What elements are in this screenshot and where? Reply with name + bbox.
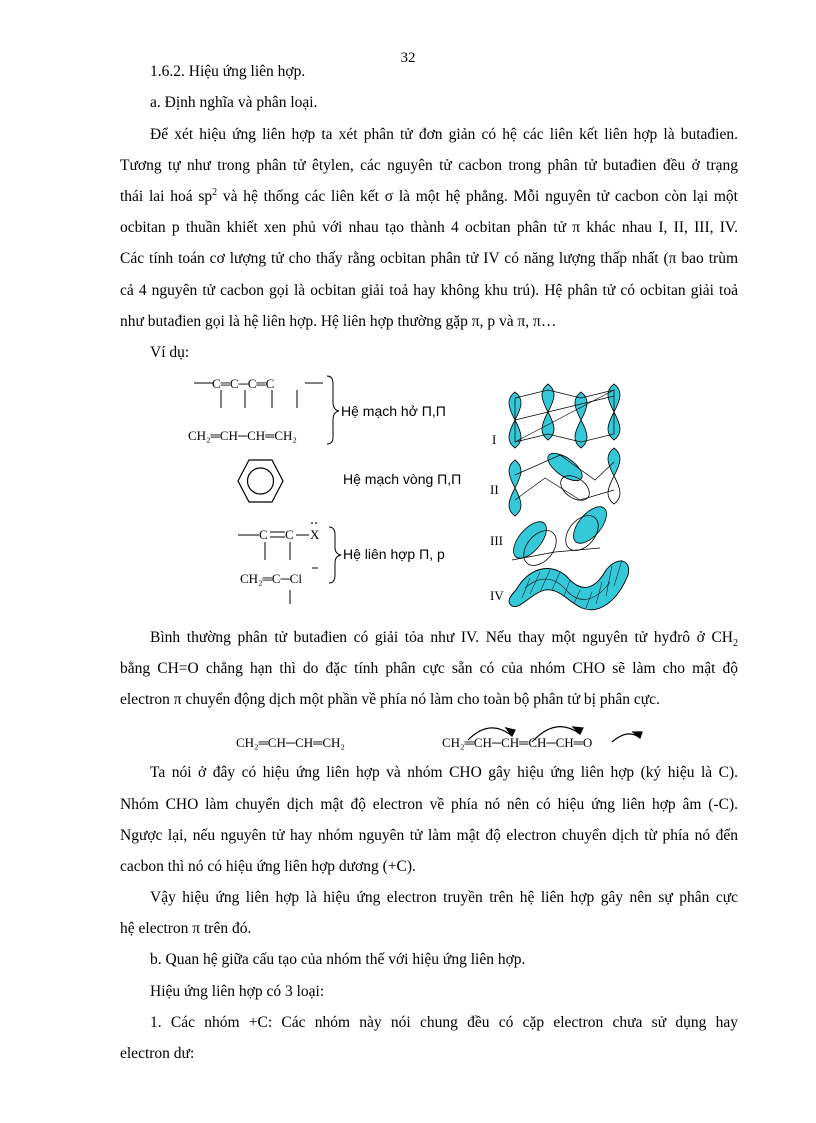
para4-line2: hệ electron π trên đó. [120, 920, 252, 937]
orbital-II-label: II [490, 482, 499, 497]
para3-line3: Ngược lại, nếu nguyên tử hay nhóm nguyên tử làm mật độ electron chuyển dịch từ phía nó đến [120, 827, 738, 844]
label-ring: Hệ mạch vòng Π,Π [343, 471, 462, 487]
para2-line1 [150, 628, 738, 648]
butadiene-formula: CH₂═CH─CH═CH₂ [188, 428, 297, 443]
item1-line1: 1. Các nhóm +C: Các nhóm này nói chung đều có cặp electron chưa sử dụng hay [150, 1014, 738, 1031]
para1-line7: như butađien gọi là hệ liên hợp. Hệ liên hợp thường gặp π, p và π, π… [120, 313, 557, 330]
para1-line5: Các tính toán cơ lượng tử cho thấy rằng ocbitan phân tử IV có năng lượng thấp nhất (π bao trùm [120, 250, 738, 267]
item1-line2: electron dư: [120, 1045, 195, 1062]
para1-line2: Tương tự như trong phân tử êtylen, các nguyên tử cacbon trong phân tử butađien đều ở trạng [120, 157, 738, 174]
formula-conjugated-aldehyde: CH₂═CH─CH═CH─CH═O [442, 735, 593, 750]
orbital-II [509, 448, 620, 516]
para3-line4: cacbon thì nó có hiệu ứng liên hợp dương (+C). [120, 858, 416, 875]
para1-line4: ocbitan p thuần khiết xen phủ với nhau tạo thành 4 ocbitan phân tử π khác nhau I, II, III, IV. [120, 219, 738, 236]
chloro-formula: CH₂═C─Cl [240, 571, 302, 586]
benzene-ring [238, 460, 283, 502]
section-heading: 1.6.2. Hiệu ứng liên hợp. [150, 63, 306, 80]
para1-line1: Để xét hiệu ứng liên hợp ta xét phân tử đơn giản có hệ các liên kết liên hợp là butađien. [150, 126, 738, 143]
subsection-a-heading: a. Định nghĩa và phân loại. [150, 94, 318, 111]
sp2-superscript: 2 [212, 186, 218, 198]
chain3-c2: C [285, 527, 294, 542]
label-open-chain: Hệ mạch hở Π,Π [341, 403, 446, 419]
para4-line1: Vậy hiệu ứng liên hợp là hiệu ứng electron truyền trên hệ liên hợp gây nên sự phân cực [150, 889, 738, 906]
orbital-I-label: I [492, 432, 497, 447]
chain3-x: X [310, 527, 320, 542]
butadiene-skeleton: C═C─C═C [212, 376, 275, 391]
para1-line3-end: và hệ thống các liên kết σ là một hệ phẳng. Mỗi nguyên tử cacbon còn lại một [217, 188, 738, 205]
page-number: 32 [400, 50, 416, 66]
para2-line2: bằng CH=O chẳng hạn thì do đặc tính phân cực sẵn có của nhóm CHO sẽ làm cho mật độ [120, 660, 738, 677]
para1-line3-start: thái lai hoá sp [120, 188, 213, 205]
para3-line1: Ta nói ở đây có hiệu ứng liên hợp và nhóm CHO gây hiệu ứng liên hợp (ký hiệu là C). [150, 764, 738, 781]
para3-line2: Nhóm CHO làm chuyển dịch mật độ electron về phía nó nên có hiệu ứng liên hợp âm (-C). [120, 796, 738, 813]
subsection-b-heading: b. Quan hệ giữa cấu tạo của nhóm thế với hiệu ứng liên hợp. [150, 951, 526, 968]
orbital-III [507, 501, 612, 572]
orbital-IV-label: IV [490, 588, 504, 603]
chain3-c1: C [259, 527, 268, 542]
example-label: Ví dụ: [150, 344, 190, 361]
label-conjugation: Hệ liên hợp Π, p [343, 546, 445, 562]
formula-butadiene: CH₂═CH─CH═CH₂ [236, 735, 345, 750]
ch2-subscript: 2 [733, 638, 738, 650]
orbital-III-label: III [490, 533, 503, 548]
para2-line1-text: Bình thường phân tử butađien có giải tỏa như IV. Nếu thay một nguyên tử hyđrô ở CH [150, 629, 733, 646]
types-intro: Hiệu ứng liên hợp có 3 loại: [150, 983, 325, 1000]
para2-line3: electron π chuyển động dịch một phần về phía nó làm cho toàn bộ phân tử bị phân cực. [120, 691, 660, 708]
para1-line6: cả 4 nguyên tử cacbon gọi là ocbitan giải toả hay không khu trú). Hệ phân tử có ocbitan giải toả [120, 282, 738, 299]
